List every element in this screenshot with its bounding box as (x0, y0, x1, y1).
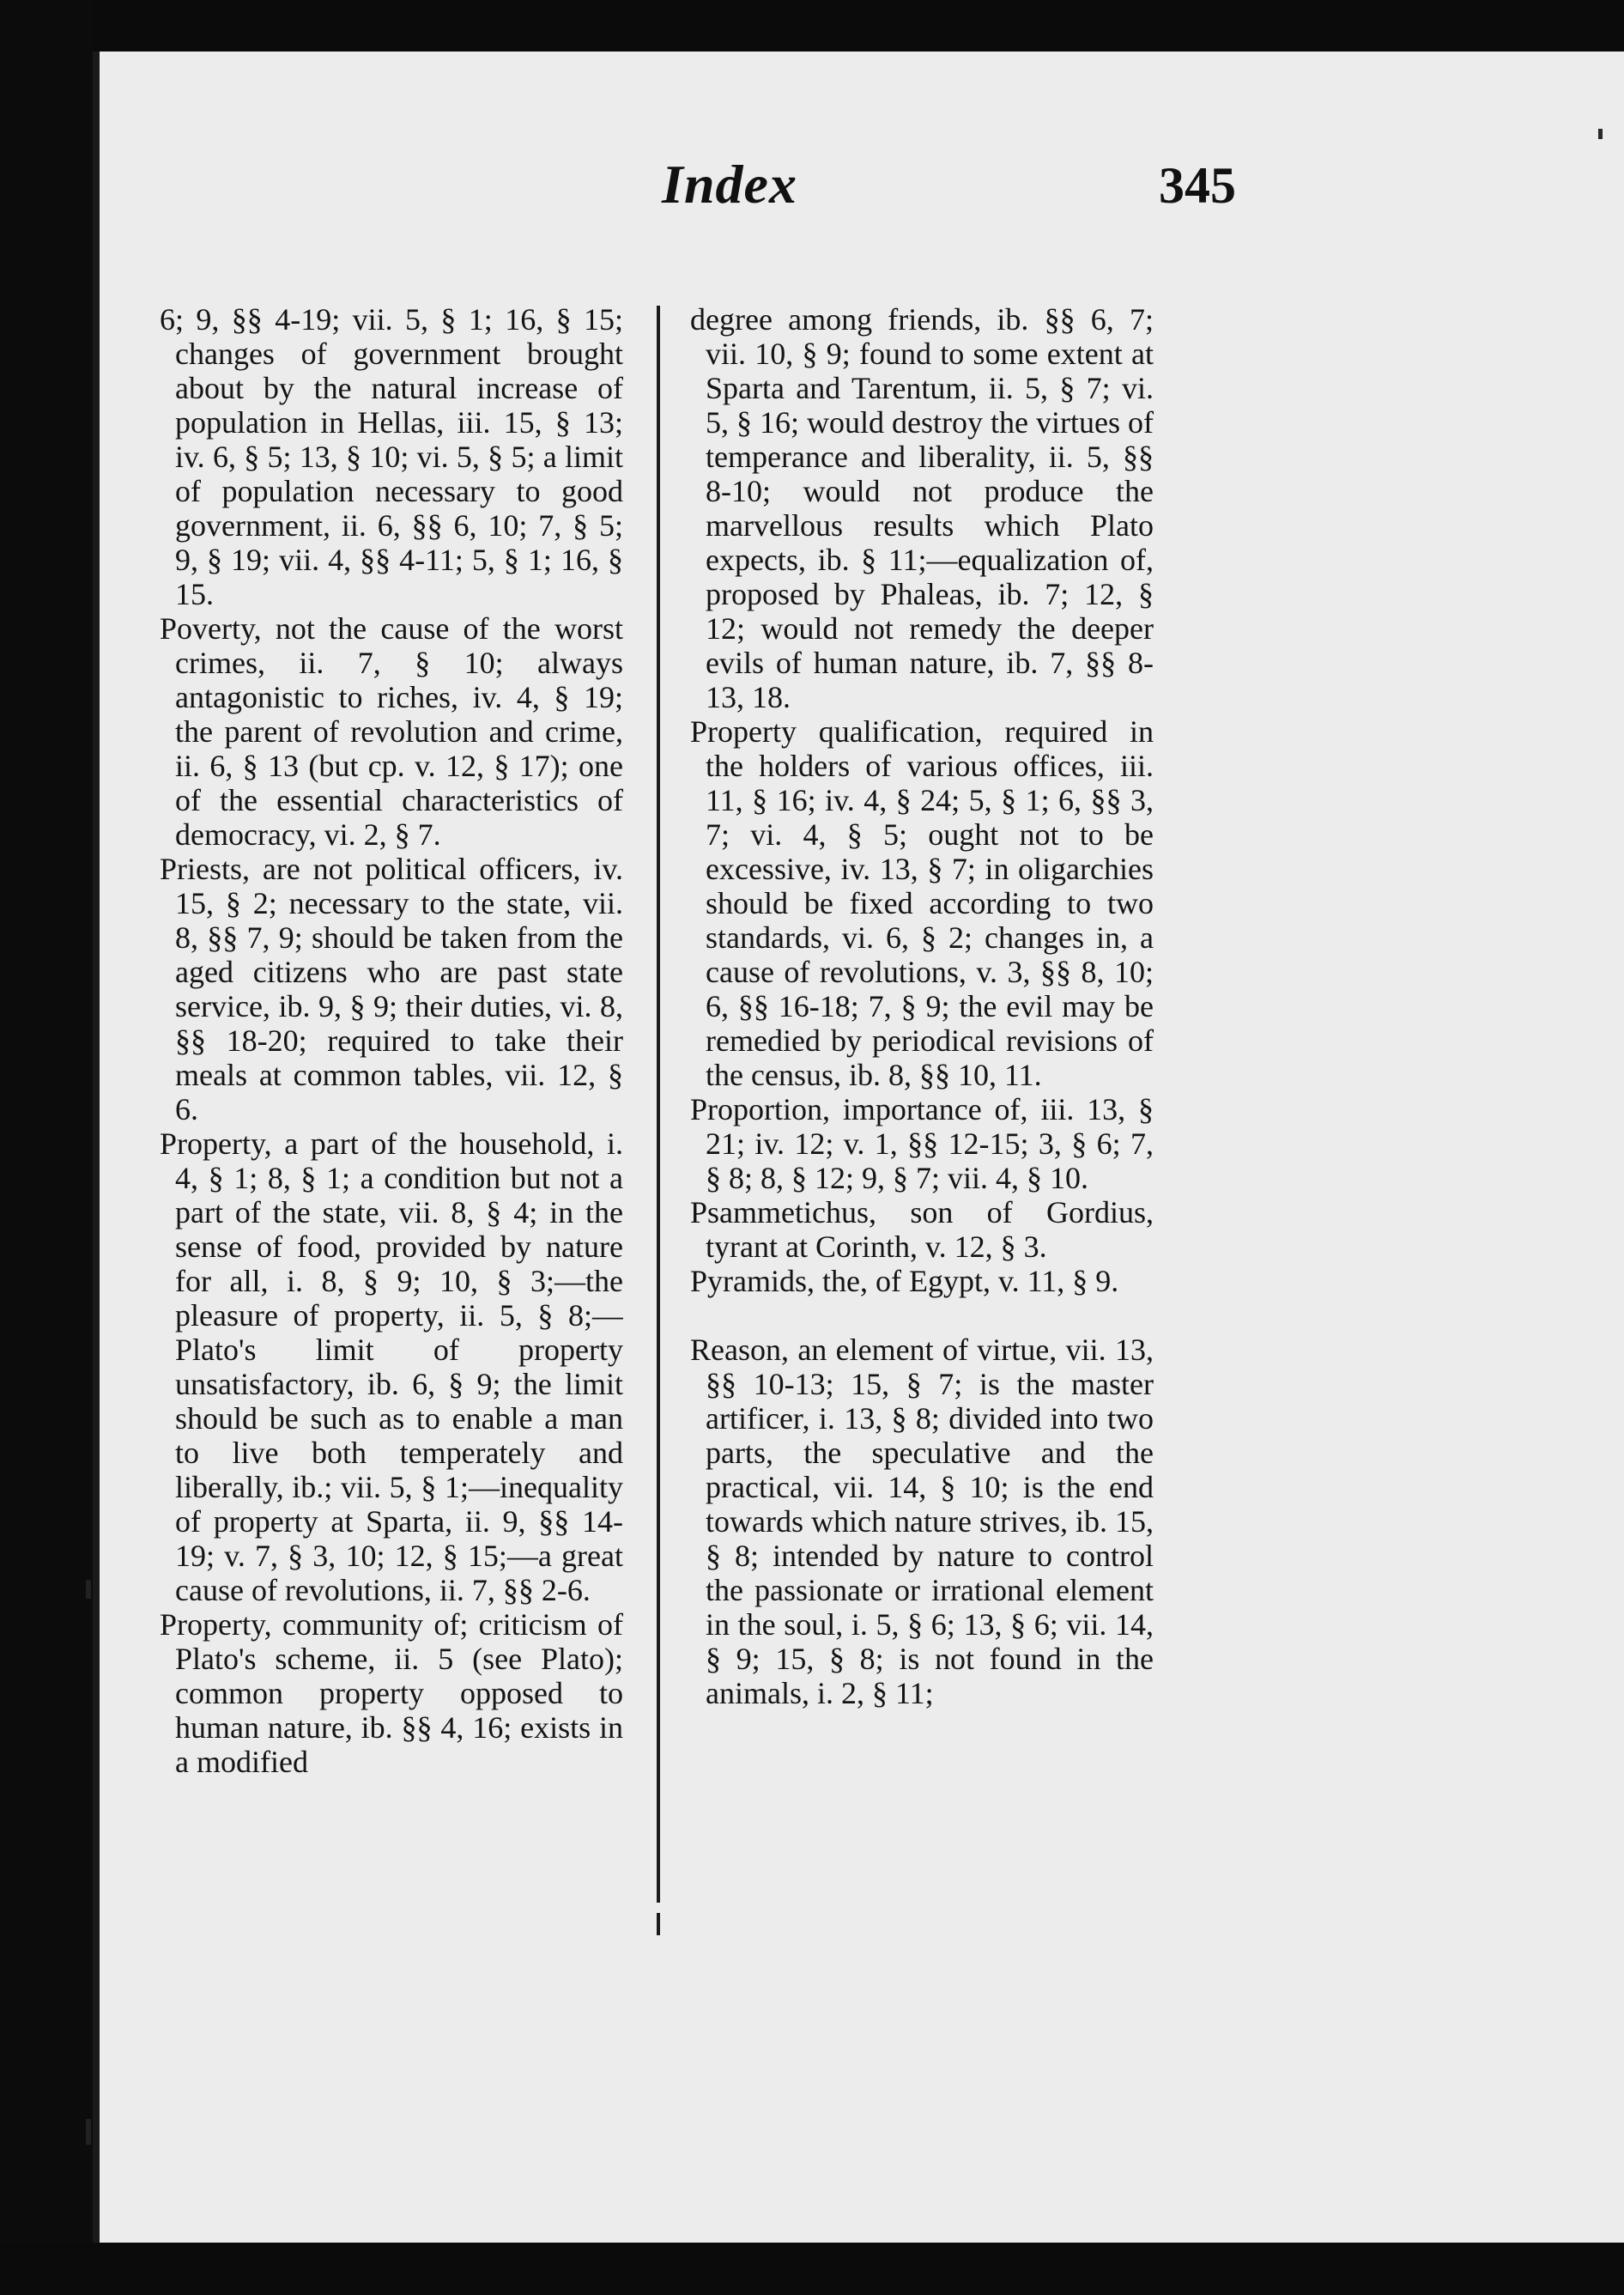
scan-border-top (0, 0, 1624, 52)
margin-speck (86, 1580, 91, 1599)
index-entry-property-qualification: Property qualification, required in the holders of various offices, iii. 11, § 16; iv. 4, § 24; 5, § 1; 6, §§ 3, 7; vi. 4, § 5; ought not to be excessive, iv. 13, § 7; in oligarchies should be fixed according to two standards, vi. 6, § 2; changes in, a cause of revolutions, v. 3, §§ 8, 10; 6, §§ 16-18; 7, § 9; the evil may be remedied by periodical revisions of the census, ib. 8, §§ 10, 11. (690, 714, 1154, 1092)
scan-border-bottom (0, 2243, 1624, 2295)
index-entry-reason: Reason, an element of virtue, vii. 13, §§ 10-13; 15, § 7; is the master artificer, i. 13, § 8; divided into two parts, the speculative and the practical, vii. 14, § 10; is the end towards which nature strives, ib. 15, § 8; intended by nature to control the passionate or irrational element in the soul, i. 5, § 6; 13, § 6; vii. 14, § 9; 15, § 8; is not found in the animals, i. 2, § 11; (690, 1333, 1154, 1710)
index-entry-property-community-continued: degree among friends, ib. §§ 6, 7; vii. 10, § 9; found to some extent at Sparta and Tarentum, ii. 5, § 7; vi. 5, § 16; would destroy the virtues of temperance and liberality, ii. 5, §§ 8-10; would not produce the marvellous results which Plato expects, ib. § 11;—equalization of, proposed by Phaleas, ib. 7; 12, § 12; would not remedy the deeper evils of human nature, ib. 7, §§ 8-13, 18. (690, 302, 1154, 714)
index-column-left (160, 302, 623, 1951)
margin-speck (86, 2119, 91, 2145)
column-divider-rule (657, 306, 660, 1903)
index-entry-proportion: Proportion, importance of, iii. 13, § 21; iv. 12; v. 1, §§ 12-15; 3, § 6; 7, § 8; 8, § 12; 9, § 7; vii. 4, § 10. (690, 1092, 1154, 1195)
index-entry-continuation: 6; 9, §§ 4-19; vii. 5, § 1; 16, § 15; changes of government brought about by the natural increase of population in Hellas, iii. 15, § 13; iv. 6, § 5; 13, § 10; vi. 5, § 5; a limit of population necessary to good government, ii. 6, §§ 6, 10; 7, § 5; 9, § 19; vii. 4, §§ 4-11; 5, § 1; 16, § 15. (160, 302, 623, 611)
index-entry-property-community: Property, community of; criticism of Plato's scheme, ii. 5 (see Plato); common property opposed to human nature, ib. §§ 4, 16; exists in a modified (160, 1607, 623, 1779)
index-entry-poverty: Poverty, not the cause of the worst crimes, ii. 7, § 10; always antagonistic to riches, iv. 4, § 19; the parent of revolution and crime, ii. 6, § 13 (but cp. v. 12, § 17); one of the essential characteristics of democracy, vi. 2, § 7. (160, 611, 623, 852)
index-entry-property: Property, a part of the household, i. 4, § 1; 8, § 1; a condition but not a part of the state, vii. 8, § 4; in the sense of food, provided by nature for all, i. 8, § 9; 10, § 3;—the pleasure of property, ii. 5, § 8;—Plato's limit of property unsatisfactory, ib. 6, § 9; the limit should be such as to enable a man to live both temperately and liberally, ib.; vii. 5, § 1;—inequality of property at Sparta, ii. 9, §§ 14-19; v. 7, § 3, 10; 12, § 15;—a great cause of revolutions, ii. 7, §§ 2-6. (160, 1126, 623, 1607)
page-edge (93, 52, 100, 2243)
running-head-title: Index (662, 154, 797, 215)
page-number: 345 (1159, 157, 1236, 214)
index-column-right (690, 302, 1154, 1951)
corner-speck (1598, 129, 1603, 139)
scan-border-left (0, 0, 93, 2295)
column-divider-rule-tail (657, 1913, 660, 1935)
letter-section-gap (690, 1298, 1154, 1333)
index-entry-pyramids: Pyramids, the, of Egypt, v. 11, § 9. (690, 1264, 1119, 1298)
index-entry-priests: Priests, are not political officers, iv. 15, § 2; necessary to the state, vii. 8, §§ 7, 9; should be taken from the aged citizens who are past state service, ib. 9, § 9; their duties, vi. 8, §§ 18-20; required to take their meals at common tables, vii. 12, § 6. (160, 852, 623, 1126)
index-entry-psammetichus: Psammetichus, son of Gordius, tyrant at Corinth, v. 12, § 3. (690, 1195, 1154, 1264)
